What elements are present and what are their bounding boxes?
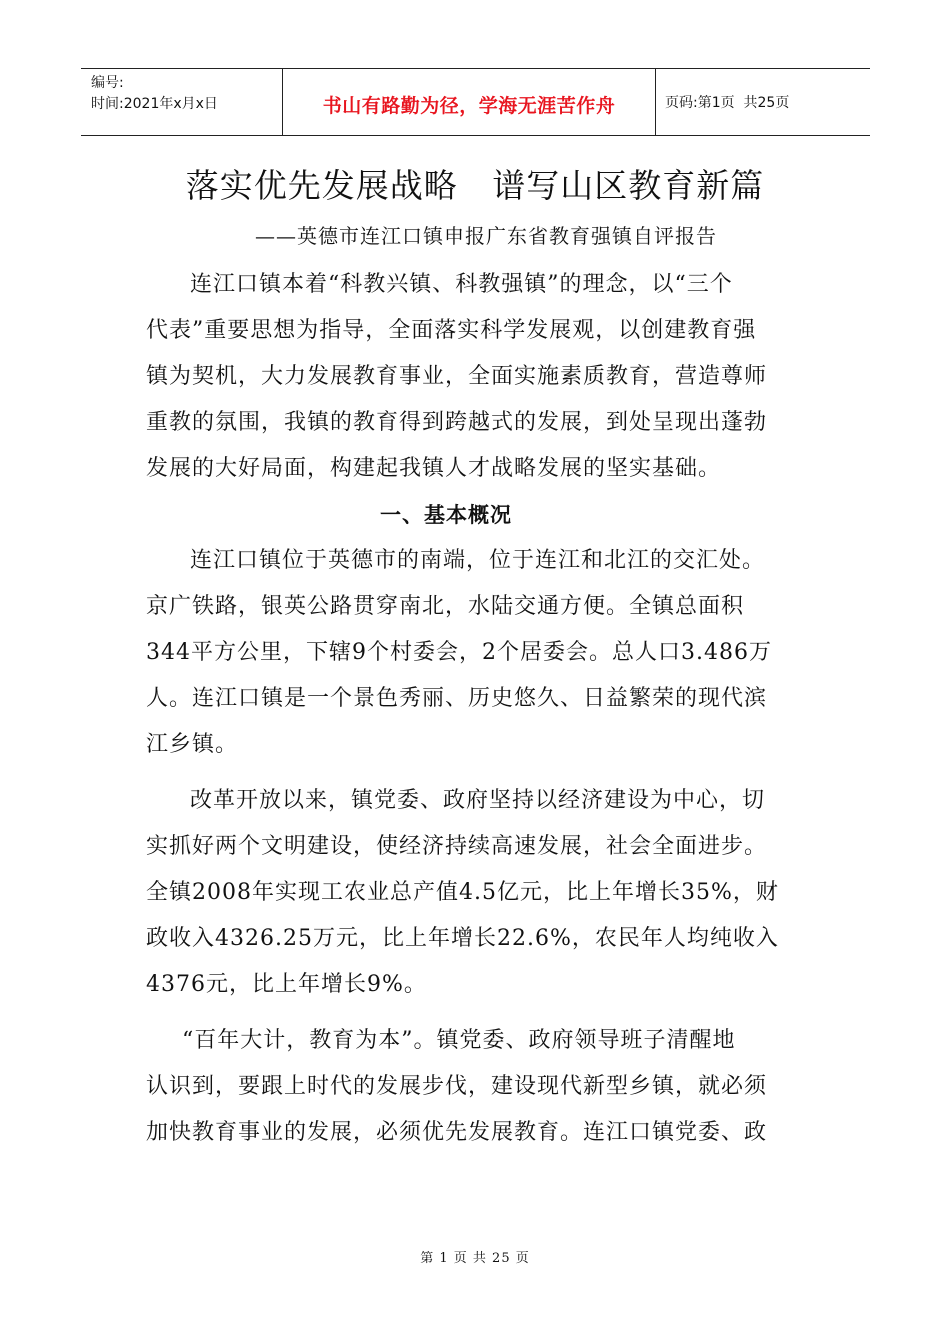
text-line: 4376元，比上年增长9%。 [146, 972, 427, 997]
text-line: 连江口镇位于英德市的南端，位于连江和北江的交汇处。 [190, 548, 766, 573]
text-line: 人。连江口镇是一个景色秀丽、历史悠久、日益繁荣的现代滨 [146, 686, 768, 711]
text-line: 连江口镇本着“科教兴镇、科教强镇”的理念，以“三个 [190, 272, 733, 297]
header-motto-cell [282, 69, 656, 135]
header-page-cell [656, 69, 870, 135]
page-footer: 第 1 页 共 25 页 [420, 1251, 530, 1266]
motto-text: 书山有路勤为径，学海无涯苦作舟 [322, 94, 616, 117]
paragraph-economy [146, 778, 806, 1008]
document-title: 落实优先发展战略 谱写山区教育新篇 [185, 166, 765, 205]
text-line: 实抓好两个文明建设，使经济持续高速发展，社会全面进步。 [146, 834, 768, 859]
date-label: 时间:2021年x月x日 [91, 96, 218, 112]
text-line: 镇为契机，大力发展教育事业，全面实施素质教育，营造尊师 [146, 364, 768, 389]
text-line: 代表”重要思想为指导，全面落实科学发展观，以创建教育强 [146, 318, 757, 343]
text-line: 认识到，要跟上时代的发展步伐，建设现代新型乡镇，就必须 [146, 1074, 768, 1099]
text-line: 政收入4326.25万元，比上年增长22.6%，农民年人均纯收入 [146, 926, 779, 951]
text-line: 重教的氛围，我镇的教育得到跨越式的发展，到处呈现出蓬勃 [146, 410, 768, 435]
header-meta [81, 69, 282, 135]
number-label: 编号: [91, 75, 124, 91]
document-body [146, 262, 806, 1156]
text-line: 京广铁路，银英公路贯穿南北，水陆交通方便。全镇总面积 [146, 594, 745, 619]
text-line: 改革开放以来，镇党委、政府坚持以经济建设为中心，切 [190, 788, 766, 813]
text-line: 全镇2008年实现工农业总产值4.5亿元，比上年增长35%，财 [146, 880, 779, 905]
section-heading: 一、基本概况 [380, 503, 512, 527]
page-info: 页码:第1页 共25页 [665, 95, 790, 111]
text-line: 加快教育事业的发展，必须优先发展教育。连江口镇党委、政 [146, 1120, 768, 1145]
text-line: “百年大计，教育为本”。镇党委、政府领导班子清醒地 [182, 1028, 736, 1053]
text-line: 江乡镇。 [146, 732, 239, 757]
text-line: 发展的大好局面，构建起我镇人才战略发展的坚实基础。 [146, 456, 722, 481]
intro-paragraph [146, 262, 806, 492]
document-subtitle: ——英德市连江口镇申报广东省教育强镇自评报告 [255, 224, 717, 248]
paragraph-education [146, 1018, 806, 1156]
document-header [81, 68, 870, 136]
text-line: 344平方公里，下辖9个村委会，2个居委会。总人口3.486万 [146, 640, 772, 665]
paragraph-location [146, 538, 806, 768]
